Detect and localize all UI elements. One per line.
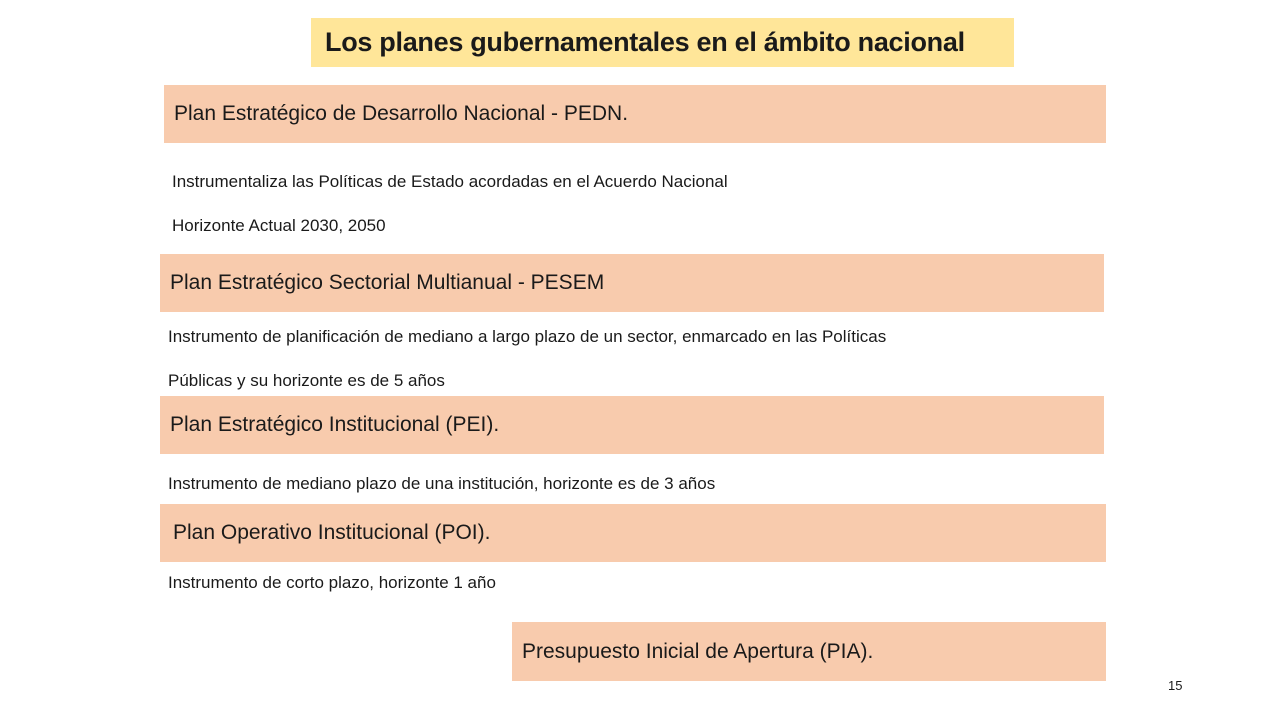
- plan-description-pedn-line-2: Horizonte Actual 2030, 2050: [172, 216, 386, 235]
- slide-title: Los planes gubernamentales en el ámbito nacional: [311, 18, 1014, 67]
- plan-description-pesem-line-1: Instrumento de planificación de mediano a largo plazo de un sector, enmarcado en las Políticas: [168, 327, 887, 346]
- plan-heading-pia: Presupuesto Inicial de Apertura (PIA).: [512, 622, 1106, 681]
- plan-heading-poi: Plan Operativo Institucional (POI).: [160, 504, 1106, 562]
- page-number: 15: [1168, 678, 1183, 693]
- plan-description-pedn-line-1: Instrumentaliza las Políticas de Estado acordadas en el Acuerdo Nacional: [172, 172, 728, 191]
- plan-heading-pedn: Plan Estratégico de Desarrollo Nacional - PEDN.: [164, 85, 1106, 143]
- plan-description-pei-line-1: Instrumento de mediano plazo de una institución, horizonte es de 3 años: [168, 474, 716, 493]
- plan-heading-pesem: Plan Estratégico Sectorial Multianual - PESEM: [160, 254, 1104, 312]
- plan-description-pesem-line-2: Públicas y su horizonte es de 5 años: [168, 371, 445, 390]
- plan-heading-pei: Plan Estratégico Institucional (PEI).: [160, 396, 1104, 454]
- plan-description-poi-line-1: Instrumento de corto plazo, horizonte 1 año: [168, 573, 496, 592]
